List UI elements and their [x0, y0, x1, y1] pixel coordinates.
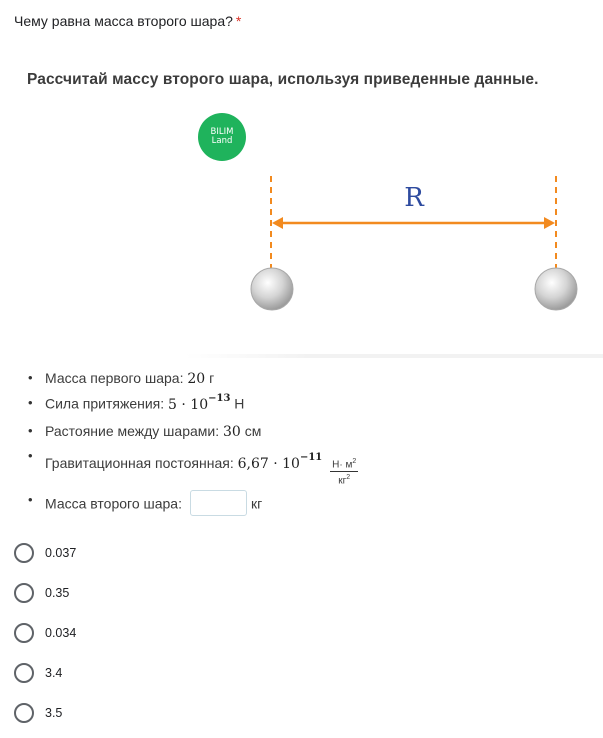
option-label: 0.034: [45, 626, 77, 640]
task-heading: Рассчитай массу второго шара, используя приведенные данные.: [27, 71, 539, 88]
question-title: [14, 13, 241, 29]
fact-mass-second-label: Масса второго шара:: [45, 495, 182, 512]
option-5[interactable]: [14, 703, 62, 723]
fact-mass-second: [28, 492, 262, 518]
fact-grav-constant: [28, 450, 358, 487]
option-3[interactable]: [14, 623, 76, 643]
option-label: 3.4: [45, 666, 63, 680]
logo-line-2: Land: [211, 136, 233, 146]
fact-mass-first-label: Масса первого шара:: [45, 370, 184, 386]
fact-force-unit: Н: [234, 395, 245, 412]
fact-grav-constant-label: Гравитационная постоянная:: [45, 455, 234, 472]
fact-distance-unit: см: [244, 423, 262, 439]
fact-force-label: Сила притяжения:: [45, 395, 165, 412]
fact-distance: [28, 423, 261, 440]
fact-mass-second-unit: кг: [250, 495, 263, 512]
radio-button[interactable]: [14, 543, 34, 563]
fact-force-coef: 5 · 10: [168, 396, 209, 413]
logo-line-1: BILIM: [210, 127, 234, 137]
option-1[interactable]: [14, 543, 76, 563]
fact-mass-first-unit: г: [209, 370, 215, 386]
question-text: Чему равна масса второго шара?: [14, 13, 233, 29]
option-label: 3.5: [45, 706, 63, 720]
unit-numerator-exp: 2: [352, 458, 357, 465]
radio-button[interactable]: [14, 583, 34, 603]
fact-mass-first: [28, 370, 214, 387]
grav-constant-unit-fraction: [330, 458, 358, 487]
second-ball: [535, 268, 577, 310]
option-label: 0.35: [45, 586, 70, 600]
unit-denominator-exp: 2: [346, 474, 351, 482]
radio-button[interactable]: [14, 663, 34, 683]
fact-distance-value: 30: [223, 424, 241, 440]
radio-button[interactable]: [14, 703, 34, 723]
arrow-head-left: [272, 217, 283, 229]
mass-second-answer-box: [190, 490, 247, 516]
fact-force-exp: −13: [208, 393, 231, 404]
fact-distance-label: Растояние между шарами:: [45, 423, 220, 439]
option-4[interactable]: [14, 663, 62, 683]
radio-button[interactable]: [14, 623, 34, 643]
fact-force: [28, 395, 244, 413]
diagram-bottom-edge: [185, 354, 603, 358]
two-balls-diagram: [0, 160, 603, 360]
option-2[interactable]: [14, 583, 69, 603]
fact-grav-constant-coef: 6,67 · 10: [237, 456, 300, 473]
required-mark: *: [235, 13, 242, 29]
unit-numerator: Н· м: [332, 459, 353, 471]
first-ball: [251, 268, 293, 310]
fact-grav-constant-exp: −11: [299, 452, 323, 464]
unit-denominator: кг: [338, 475, 347, 487]
bilimland-logo: [198, 113, 246, 161]
distance-label: R: [404, 183, 424, 213]
arrow-head-right: [544, 217, 555, 229]
option-label: 0.037: [45, 546, 77, 560]
fact-mass-first-value: 20: [187, 371, 206, 387]
